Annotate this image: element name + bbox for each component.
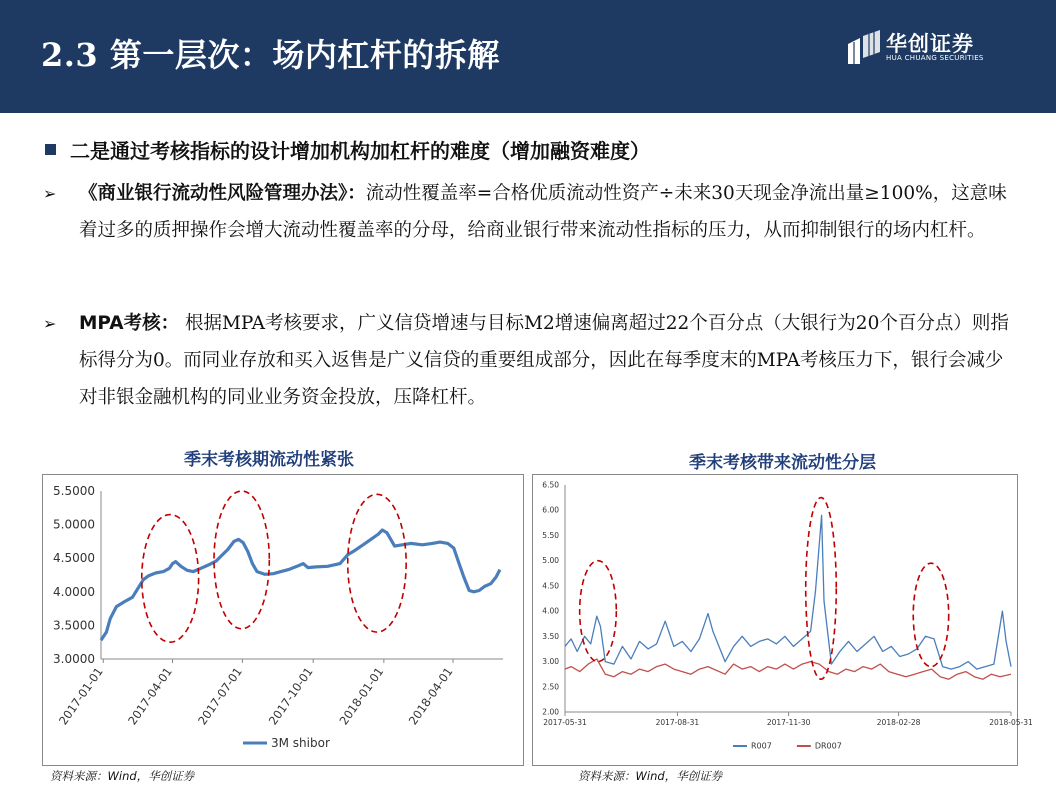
series-line-dr007 bbox=[565, 659, 1011, 679]
y-tick-label: 5.50 bbox=[542, 530, 559, 540]
chart1-frame bbox=[42, 474, 524, 766]
x-tick-label: 2018-02-28 bbox=[876, 718, 921, 727]
section-heading-text: 二是通过考核指标的设计增加机构加杠杆的难度（增加融资难度） bbox=[70, 139, 650, 163]
y-tick-label: 3.50 bbox=[542, 631, 559, 641]
header-bar bbox=[0, 0, 1056, 113]
y-tick-label: 3.00 bbox=[542, 657, 559, 667]
chart1-title: 季末考核期流动性紧张 bbox=[184, 450, 354, 470]
y-tick-label: 6.00 bbox=[542, 505, 559, 515]
arrow-bullet-icon: ➢ bbox=[43, 314, 57, 333]
section-heading bbox=[45, 135, 650, 164]
y-tick-label: 4.00 bbox=[542, 606, 559, 616]
bullet-text: 流动性覆盖率=合格优质流动性资产÷未来30天现金净流出量≥100%，这意味着过多的质押操作会增大流动性覆盖率的分母，给商业银行带来流动性指标的压力，从而抑制银行的场内杠杆。 bbox=[79, 183, 1007, 241]
y-tick-label: 2.50 bbox=[542, 682, 559, 692]
slide-title: 2.3 第一层次：场内杠杆的拆解 bbox=[41, 36, 500, 74]
x-tick-label: 2018-04-01 bbox=[405, 664, 456, 728]
y-tick-label: 5.0000 bbox=[53, 517, 95, 532]
bullet-mpa bbox=[45, 305, 1019, 416]
series-line-3m-shibor bbox=[101, 530, 500, 640]
y-tick-label: 2.00 bbox=[542, 707, 559, 717]
bullet-liquidity-rules bbox=[45, 175, 1019, 249]
chart1-source: 资料来源：Wind，华创证券 bbox=[50, 769, 195, 783]
y-tick-label: 4.0000 bbox=[53, 584, 95, 599]
highlight-ellipse bbox=[580, 561, 617, 662]
chart1-plot bbox=[43, 475, 523, 765]
logo-mark-icon bbox=[846, 30, 882, 66]
y-tick-label: 5.00 bbox=[542, 556, 559, 566]
arrow-bullet-icon: ➢ bbox=[43, 184, 57, 203]
bullet-label: 《商业银行流动性风险管理办法》： bbox=[79, 183, 366, 204]
highlight-ellipse bbox=[348, 494, 406, 632]
legend-label: 3M shibor bbox=[271, 736, 330, 750]
legend-label: DR007 bbox=[814, 741, 842, 751]
x-tick-label: 2017-10-01 bbox=[265, 664, 316, 728]
y-tick-label: 4.5000 bbox=[53, 551, 95, 566]
logo-chinese-name: 华创证券 bbox=[886, 32, 974, 56]
x-tick-label: 2018-05-31 bbox=[989, 718, 1033, 727]
x-tick-label: 2017-08-31 bbox=[655, 718, 700, 727]
x-tick-label: 2017-11-30 bbox=[766, 718, 811, 727]
chart2-frame bbox=[532, 474, 1033, 766]
highlight-ellipse bbox=[214, 491, 269, 629]
x-tick-label: 2017-07-01 bbox=[195, 664, 245, 728]
highlight-ellipse bbox=[913, 563, 948, 666]
x-tick-label: 2017-01-01 bbox=[55, 664, 106, 728]
y-tick-label: 6.50 bbox=[542, 480, 559, 490]
x-tick-label: 2017-05-31 bbox=[543, 718, 587, 727]
series-line-r007 bbox=[565, 515, 1011, 669]
logo-english-name: HUA CHUANG SECURITIES bbox=[886, 54, 984, 62]
chart2-title: 季末考核带来流动性分层 bbox=[689, 453, 876, 473]
y-tick-label: 5.5000 bbox=[53, 484, 95, 498]
bullet-label: MPA考核： bbox=[79, 313, 180, 334]
highlight-ellipse bbox=[142, 515, 199, 643]
company-logo bbox=[846, 30, 1006, 70]
y-tick-label: 3.0000 bbox=[53, 652, 95, 666]
x-tick-label: 2018-01-01 bbox=[336, 664, 387, 728]
chart2-source: 资料来源：Wind，华创证券 bbox=[578, 769, 723, 783]
chart2-plot bbox=[533, 475, 1033, 765]
square-bullet-icon bbox=[45, 144, 56, 155]
legend-label: R007 bbox=[751, 741, 772, 751]
x-tick-label: 2017-04-01 bbox=[125, 664, 175, 728]
y-tick-label: 4.50 bbox=[542, 581, 559, 591]
y-tick-label: 3.5000 bbox=[53, 618, 95, 633]
bullet-text: 根据MPA考核要求，广义信贷增速与目标M2增速偏离超过22个百分点（大银行为20个百分点）则指标得分为0。而同业存放和买入返售是广义信贷的重要组成部分，因此在每季度末的MPA考核压力下，银行会减少对非银金融机构的同业业务资金投放，压降杠杆。 bbox=[79, 313, 1009, 408]
